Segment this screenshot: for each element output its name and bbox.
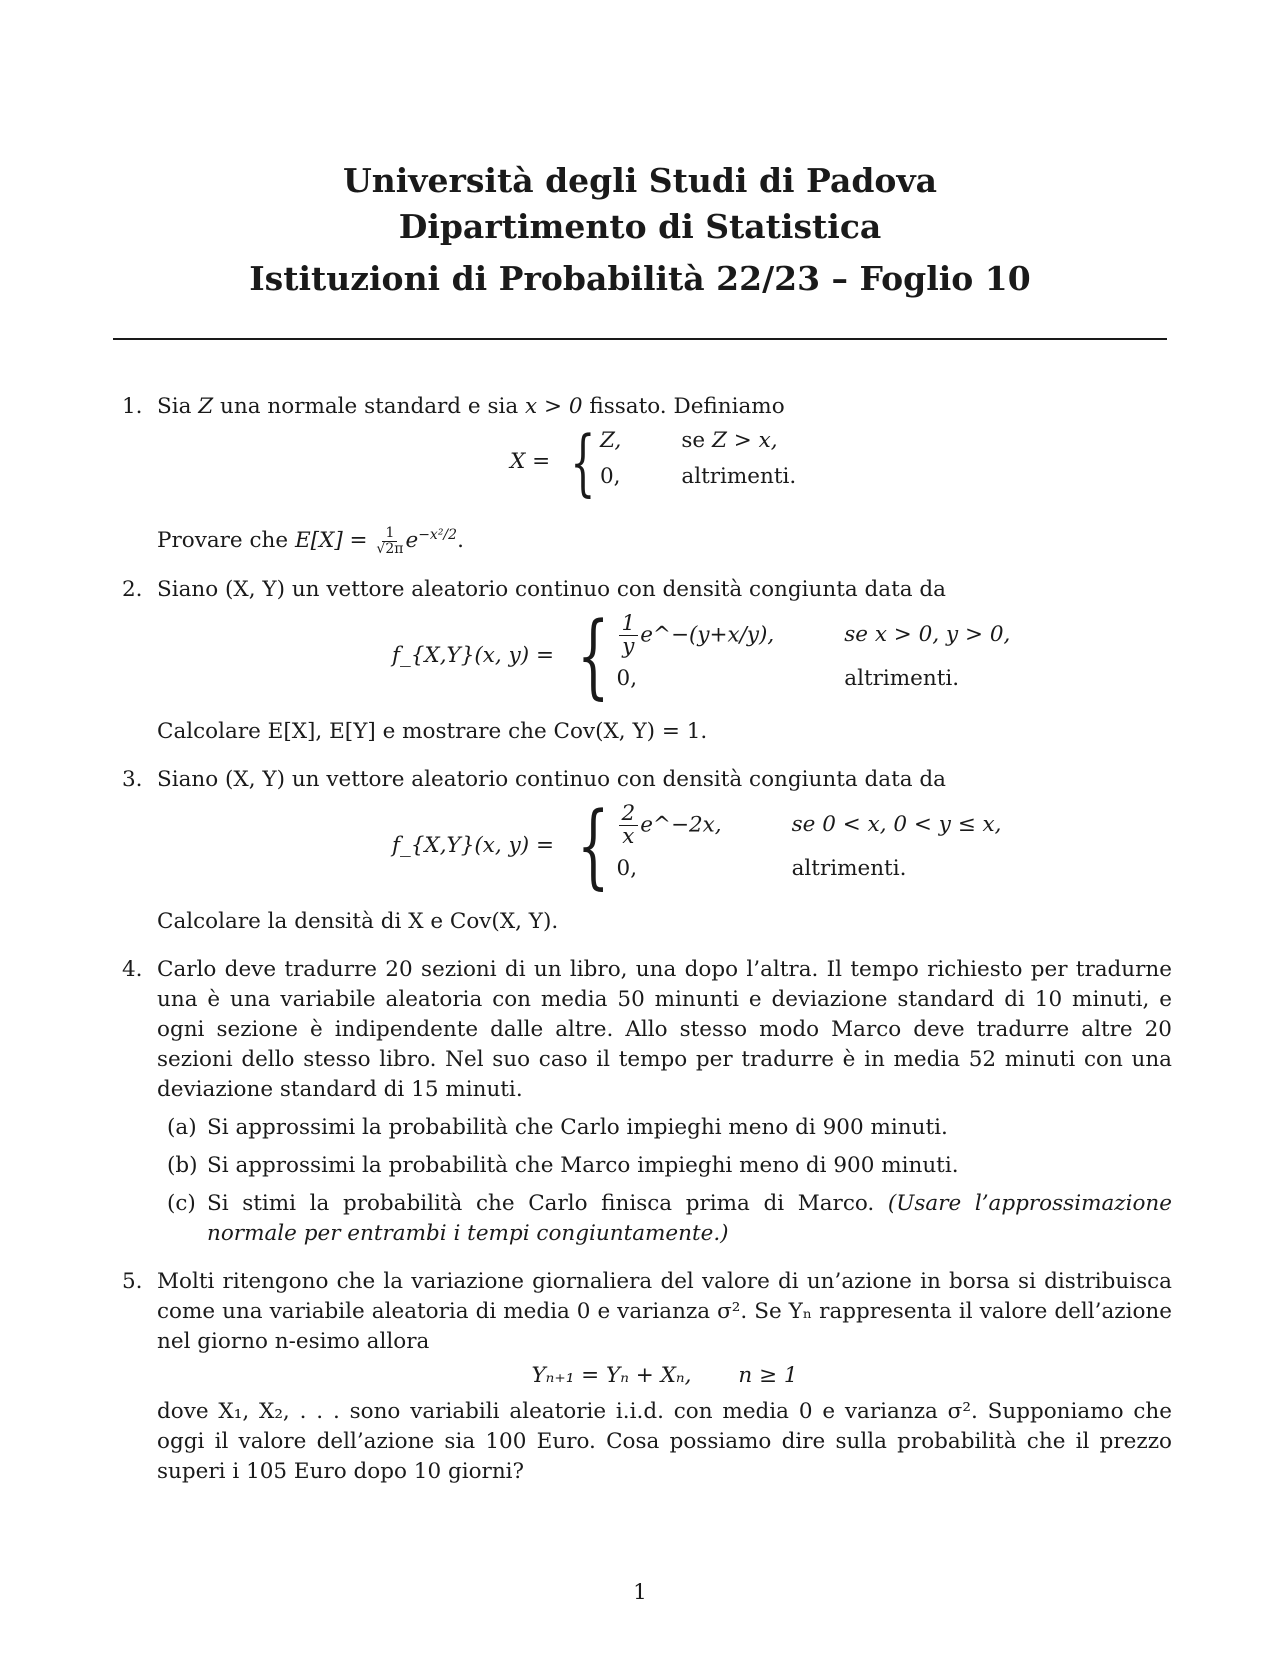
exercise-4a — [157, 1113, 1172, 1143]
exponent: −x²/2 — [418, 527, 458, 543]
case-condition: se 0 < x, 0 < y ≤ x, — [791, 812, 1002, 838]
cases-table — [616, 610, 1011, 700]
sub-label: (b) — [167, 1152, 198, 1178]
exercise-2-density — [157, 602, 1172, 717]
math-equation: Yₙ₊₁ = Yₙ + Xₙ, — [531, 1362, 692, 1388]
case-value: 0, — [599, 464, 621, 489]
text-segment: fissato. Definiamo — [582, 394, 785, 419]
piecewise-density — [392, 602, 1011, 710]
case-condition: altrimenti. — [681, 464, 797, 489]
case-condition: altrimenti. — [791, 855, 907, 881]
sub-label: (c) — [167, 1190, 196, 1216]
math-expression: e^−(y+x/y), — [640, 622, 775, 648]
exercise-1-task — [157, 520, 1172, 557]
math-condition: n ≥ 1 — [738, 1362, 798, 1388]
exercise-4-text: Carlo deve tradurre 20 sezioni di un libro, una dopo l’altra. Il tempo richiesto per tradurne una è una variabile aleatoria con media 50 minunti e deviazione standard di 10 minuti, e ogni sezione è indipendente dalle altre. Allo stesso modo Marco deve tradurre altre 20 sezioni dello stesso libro. Nel suo caso il tempo per tradurre è in media 52 minuti con una deviazione standard di 15 minuti. — [157, 956, 1172, 1102]
exercise-number: 1. — [122, 394, 143, 419]
course-title: Istituzioni di Probabilità 22/23 – Foglio 10 — [249, 259, 1031, 298]
math-var: e — [405, 528, 419, 554]
exercise-number: 2. — [122, 576, 143, 602]
math-condition: Z > x, — [711, 428, 778, 453]
piecewise-definition — [510, 420, 797, 504]
exercise-number: 5. — [122, 1268, 143, 1294]
exercise-4 — [122, 955, 1172, 1249]
density-lhs: f_{X,Y}(x, y) = — [392, 643, 554, 669]
fraction — [376, 526, 403, 557]
fraction-numerator: 1 — [619, 613, 639, 636]
math-var: Z — [198, 394, 214, 419]
document-header — [0, 158, 1280, 302]
header-rule — [113, 338, 1167, 340]
university-title: Università degli Studi di Padova — [342, 161, 938, 200]
exercise-5-text: Molti ritengono che la variazione giornaliera del valore di un’azione in borsa si distribuisca come una variabile aleatoria di media 0 e varianza σ². Se Yₙ rappresenta il valore dell’azione nel giorno n-esimo allora — [157, 1268, 1172, 1354]
exercise-1-intro — [157, 392, 1172, 422]
exercise-2-task: Calcolare E[X], E[Y] e mostrare che Cov(X, Y) = 1. — [157, 718, 708, 744]
case-value: 0, — [616, 855, 638, 881]
fraction-numerator: 1 — [382, 526, 397, 542]
case-condition — [681, 426, 796, 462]
exercise-4c — [157, 1189, 1172, 1249]
exercise-3-intro: Siano (X, Y) un vettore aleatorio continuo con densità congiunta data da — [157, 766, 946, 792]
sub-text: Si approssimi la probabilità che Carlo impieghi meno di 900 minuti. — [207, 1114, 948, 1140]
case-value: 0, — [616, 665, 638, 691]
cases-table — [616, 800, 1002, 890]
case-value: Z, — [599, 428, 622, 453]
text-segment: una normale standard e sia — [213, 394, 526, 419]
case-condition: se x > 0, y > 0, — [844, 622, 1011, 648]
department-title: Dipartimento di Statistica — [398, 207, 882, 246]
exercise-2-intro: Siano (X, Y) un vettore aleatorio continuo con densità congiunta data da — [157, 576, 946, 602]
exercise-number: 4. — [122, 956, 143, 982]
case-condition: altrimenti. — [844, 665, 960, 691]
math-expression: e^−2x, — [640, 812, 722, 838]
exercise-3 — [122, 765, 1172, 937]
cases-table — [600, 426, 796, 498]
density-lhs: f_{X,Y}(x, y) = — [392, 833, 554, 859]
left-brace: { — [577, 602, 610, 710]
fraction-denominator: √2π — [376, 540, 404, 557]
text-segment: Provare che — [157, 528, 295, 554]
text-segment: se — [681, 428, 706, 453]
page-number: 1 — [633, 1580, 647, 1605]
math-condition: x > 0 — [525, 394, 583, 419]
exercise-3-density — [157, 792, 1172, 907]
sub-label: (a) — [167, 1114, 197, 1140]
text-segment: . — [457, 528, 464, 554]
exercise-1 — [122, 392, 1172, 557]
sub-text: Si approssimi la probabilità che Marco impieghi meno di 900 minuti. — [207, 1152, 959, 1178]
exercise-3-task: Calcolare la densità di X e Cov(X, Y). — [157, 908, 559, 934]
exercise-number: 3. — [122, 766, 143, 792]
left-brace: { — [577, 792, 610, 900]
exercise-2 — [122, 575, 1172, 747]
case-value — [617, 610, 845, 664]
exercise-1-definition — [157, 422, 1172, 514]
exercise-list — [122, 392, 1172, 1487]
sub-text: Si stimi la probabilità che Carlo finisca prima di Marco. — [207, 1190, 888, 1216]
math-expression: E[X] = — [294, 528, 368, 554]
fraction-denominator: x — [622, 823, 635, 849]
exercise-5-equation — [157, 1361, 1172, 1391]
fraction — [619, 800, 639, 849]
left-brace: { — [570, 420, 596, 504]
case-value — [617, 800, 792, 854]
fraction — [619, 610, 639, 659]
text-segment: Sia — [157, 394, 199, 419]
piecewise-density — [392, 792, 1002, 900]
exercise-5 — [122, 1267, 1172, 1487]
definition-lhs: X = — [510, 449, 551, 474]
sub-note: (Usare l’approssimazione normale per entrambi i tempi congiuntamente.) — [207, 1190, 1172, 1246]
exercise-4b — [157, 1151, 1172, 1181]
fraction-numerator: 2 — [619, 803, 639, 826]
fraction-denominator: y — [622, 633, 635, 659]
exercise-5-question: dove X₁, X₂, . . . sono variabili aleatorie i.i.d. con media 0 e varianza σ². Supponiamo che oggi il valore dell’azione sia 100 Euro. Cosa possiamo dire sulla probabilità che il prezzo superi i 105 Euro dopo 10 giorni? — [157, 1398, 1172, 1484]
